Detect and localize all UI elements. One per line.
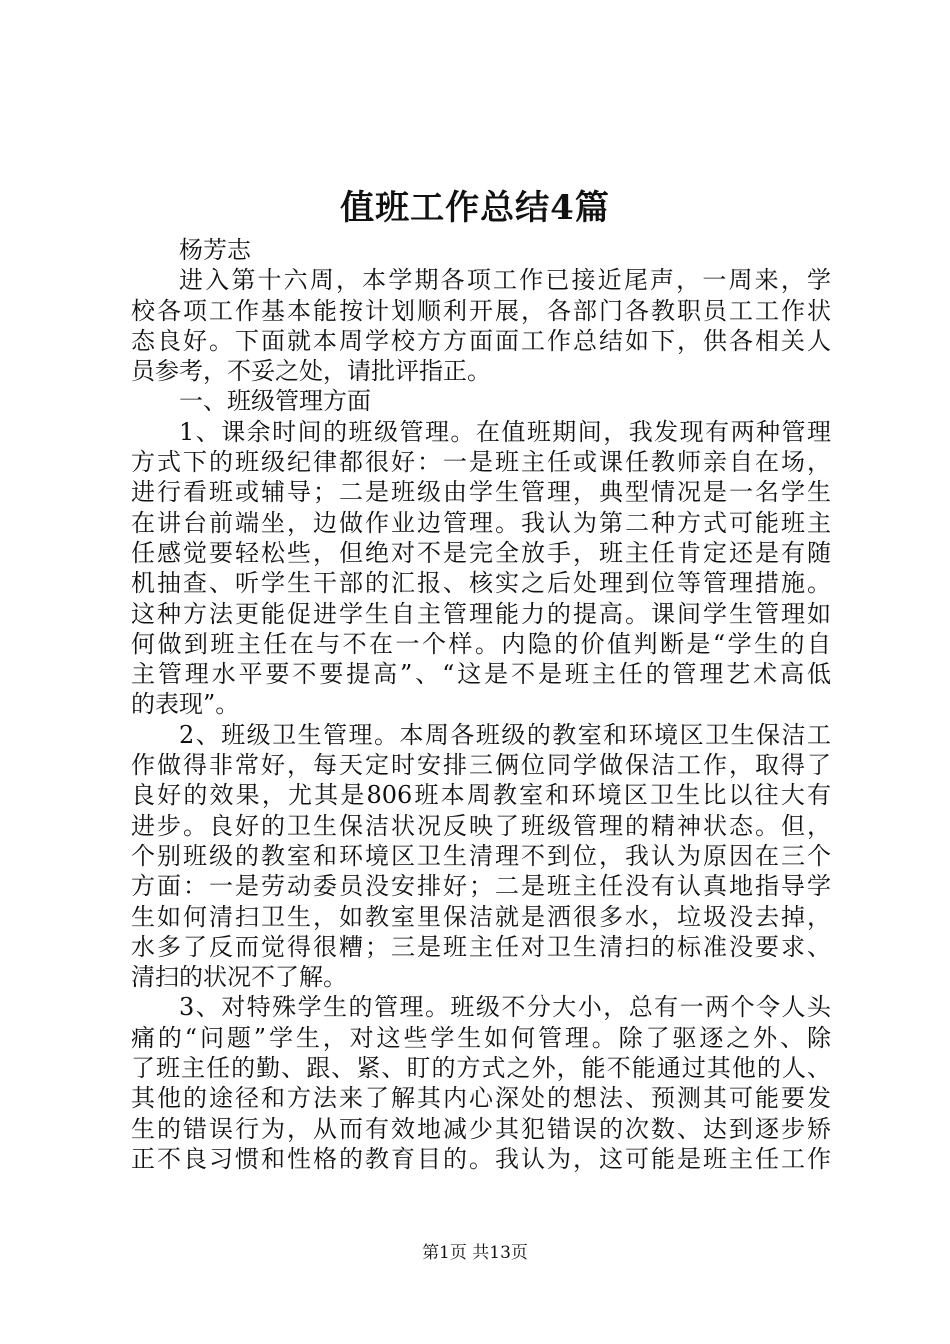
text-line: 作做得非常好，每天定时安排三俩位同学做保洁工作，取得了 [131,751,831,780]
text-line: 的表现”。 [131,690,240,719]
text-line: 清扫的状况不了解。 [131,963,347,992]
text-line: 了班主任的勤、跟、紧、盯的方式之外，能不能通过其他的人、 [131,1054,831,1083]
text-line: 主管理水平要不要提高”、“这是不是班主任的管理艺术高低 [131,660,831,689]
text-line: 员参考，不妥之处，请批评指正。 [131,357,491,386]
text-line: 进行看班或辅导；二是班级由学生管理，典型情况是一名学生 [131,478,831,507]
paragraph-lines [131,265,831,1174]
text-line: 进入第十六周，本学期各项工作已接近尾声，一周来，学 [179,266,831,295]
author-line: 杨芳志 [179,236,251,264]
text-line: 正不良习惯和性格的教育目的。我认为，这可能是班主任工作 [131,1144,831,1173]
text-line: 方式下的班级纪律都很好：一是班主任或课任教师亲自在场， [131,448,831,477]
text-line: 任感觉要轻松些，但绝对不是完全放手，班主任肯定还是有随 [131,538,831,567]
text-line: 一、班级管理方面 [179,387,371,416]
text-line: 2、班级卫生管理。本周各班级的教室和环境区卫生保洁工 [179,720,831,749]
text-line: 1、课余时间的班级管理。在值班期间，我发现有两种管理 [179,417,831,446]
text-line: 良好的效果，尤其是806班本周教室和环境区卫生比以往大有 [131,781,831,810]
text-line: 个别班级的教室和环境区卫生清理不到位，我认为原因在三个 [131,841,831,870]
text-line: 态良好。下面就本周学校方方面面工作总结如下，供各相关人 [131,326,831,355]
text-line: 其他的途径和方法来了解其内心深处的想法、预测其可能要发 [131,1084,831,1113]
text-line: 这种方法更能促进学生自主管理能力的提高。课间学生管理如 [131,599,831,628]
text-line: 水多了反而觉得很糟；三是班主任对卫生清扫的标准没要求、 [131,932,831,961]
document-body [131,235,831,1174]
text-line: 痛的“问题”学生，对这些学生如何管理。除了驱逐之外、除 [131,1023,831,1052]
document-title: 值班工作总结4篇 [340,188,610,228]
text-line: 生的错误行为，从而有效地减少其犯错误的次数、达到逐步矫 [131,1114,831,1143]
text-line: 机抽查、听学生干部的汇报、核实之后处理到位等管理措施。 [131,569,831,598]
text-line: 3、对特殊学生的管理。班级不分大小，总有一两个令人头 [179,993,831,1022]
text-line: 生如何清扫卫生，如教室里保洁就是洒很多水，垃圾没去掉， [131,902,831,931]
text-line: 校各项工作基本能按计划顺利开展，各部门各教职员工工作状 [131,296,831,325]
text-line: 进步。良好的卫生保洁状况反映了班级管理的精神状态。但， [131,811,831,840]
text-line: 在讲台前端坐，边做作业边管理。我认为第二种方式可能班主 [131,508,831,537]
text-line: 方面：一是劳动委员没安排好；二是班主任没有认真地指导学 [131,872,831,901]
page-footer: 第1页 共13页 [422,1243,528,1263]
text-line: 何做到班主任在与不在一个样。内隐的价值判断是“学生的自 [131,629,831,658]
